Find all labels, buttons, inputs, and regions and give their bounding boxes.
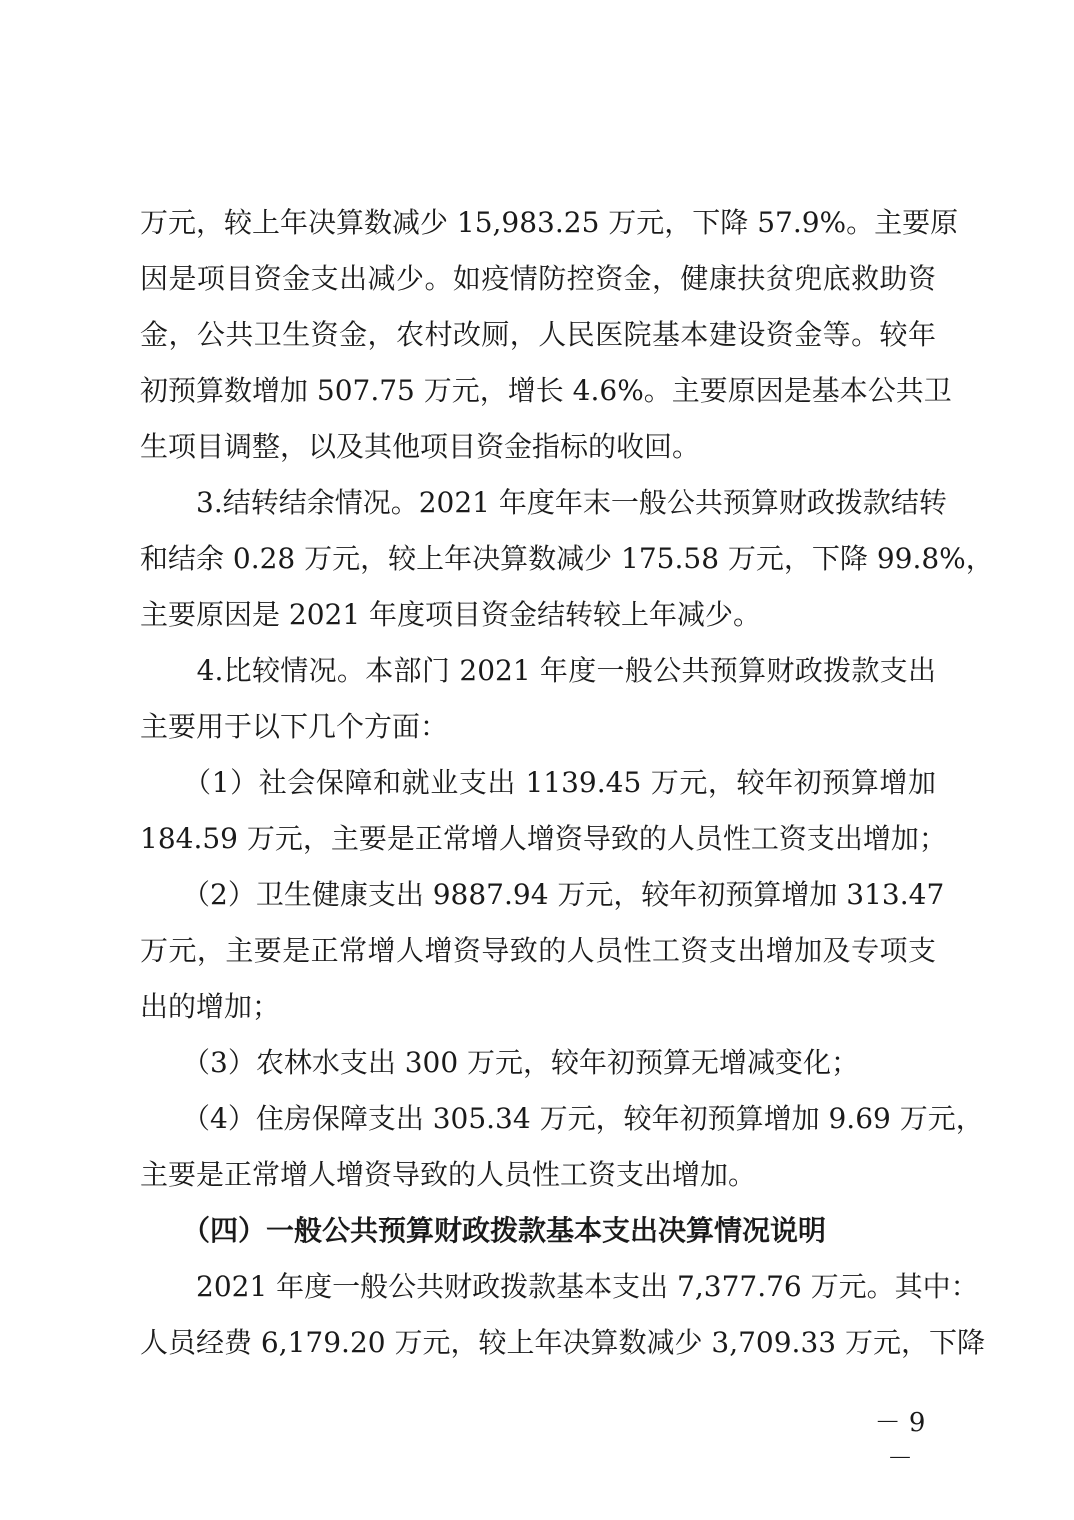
text-line: 184.59 万元，主要是正常增人增资导致的人员性工资支出增加； <box>140 822 947 855</box>
text-line: 初预算数增加 507.75 万元，增长 4.6%。主要原因是基本公共卫 <box>140 374 952 407</box>
text-line: 生项目调整，以及其他项目资金指标的收回。 <box>140 430 701 463</box>
text-line: （1）社会保障和就业支出 1139.45 万元，较年初预算增加 <box>140 766 936 799</box>
text-line: 金，公共卫生资金，农村改厕，人民医院基本建设资金等。较年 <box>140 318 936 351</box>
text-line: 主要原因是 2021 年度项目资金结转较上年减少。 <box>140 598 762 631</box>
text-line: 主要用于以下几个方面： <box>140 710 449 743</box>
text-line: 2021 年度一般公共财政拨款基本支出 7,377.76 万元。其中： <box>140 1270 979 1303</box>
text-line: （3）农林水支出 300 万元，较年初预算无增减变化； <box>140 1046 860 1079</box>
text-line: 万元，主要是正常增人增资导致的人员性工资支出增加及专项支 <box>140 934 936 967</box>
text-line: 因是项目资金支出减少。如疫情防控资金，健康扶贫兜底救助资 <box>140 262 936 295</box>
page-number: － 9 － <box>874 1408 926 1474</box>
text-line: 万元，较上年决算数减少 15,983.25 万元，下降 57.9%。主要原 <box>140 206 959 239</box>
text-line: （2）卫生健康支出 9887.94 万元，较年初预算增加 313.47 <box>140 878 945 911</box>
text-line: 出的增加； <box>140 990 281 1023</box>
text-line: 和结余 0.28 万元，较上年决算数减少 175.58 万元，下降 99.8%， <box>140 542 994 575</box>
text-line: 人员经费 6,179.20 万元，较上年决算数减少 3,709.33 万元，下降 <box>140 1326 985 1359</box>
text-line: （4）住房保障支出 305.34 万元，较年初预算增加 9.69 万元， <box>140 1102 984 1135</box>
text-line: 主要是正常增人增资导致的人员性工资支出增加。 <box>140 1158 757 1191</box>
text-line: 3.结转结余情况。2021 年度年末一般公共预算财政拨款结转 <box>140 486 947 519</box>
text-line: 4.比较情况。本部门 2021 年度一般公共预算财政拨款支出 <box>140 654 936 687</box>
section-heading: （四）一般公共预算财政拨款基本支出决算情况说明 <box>140 1214 827 1247</box>
